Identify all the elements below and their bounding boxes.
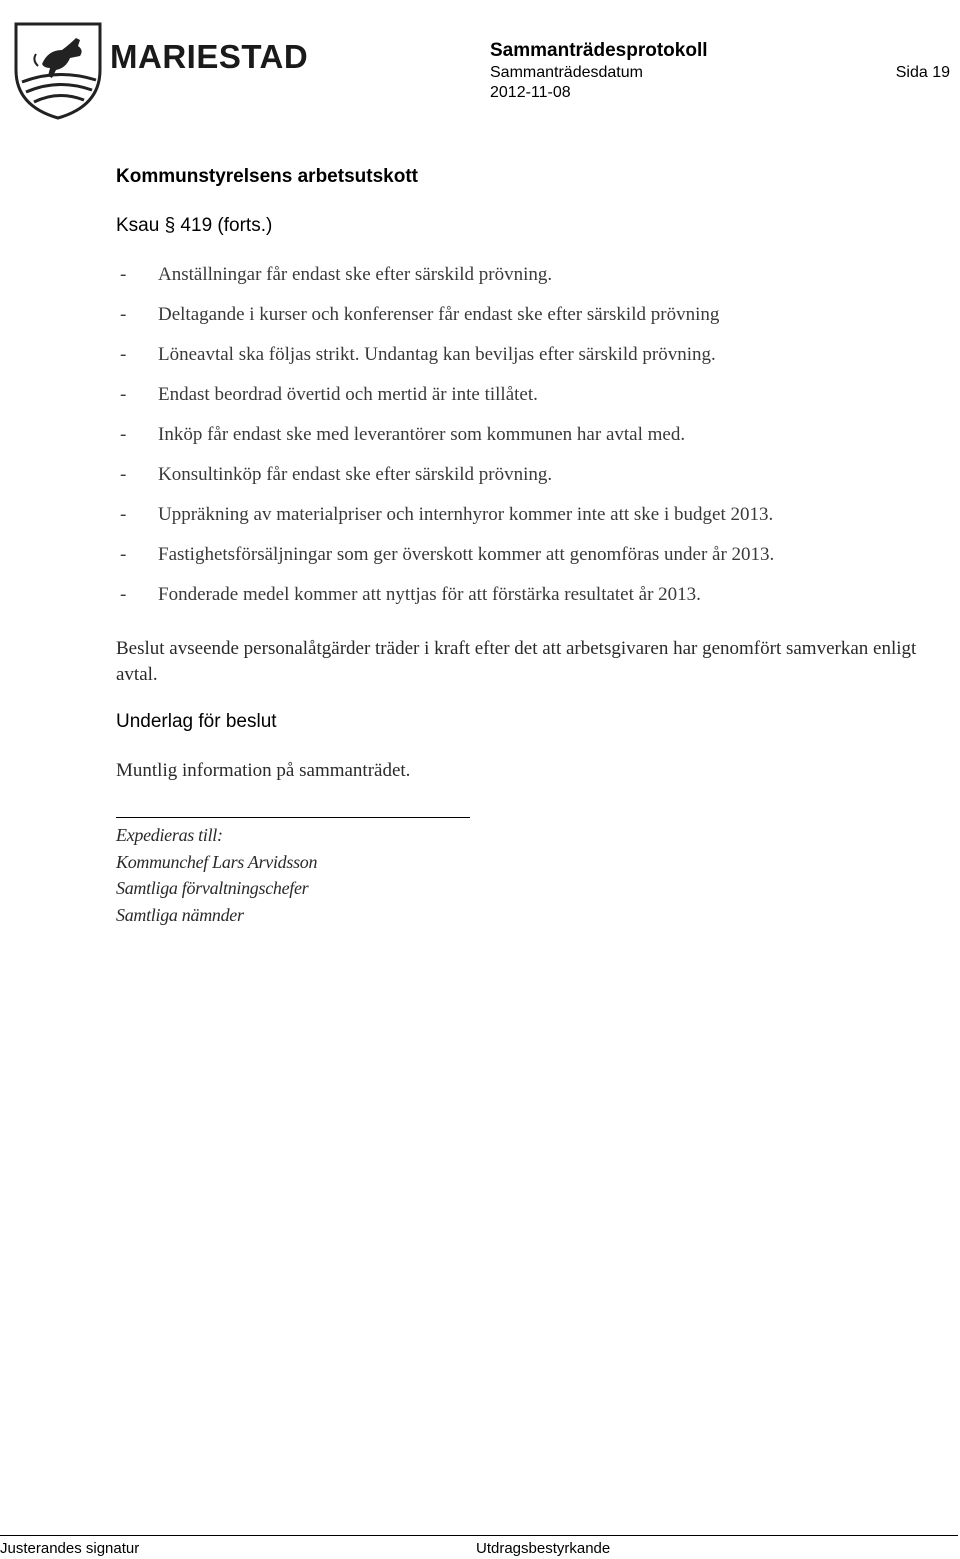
list-item: - Löneavtal ska följas strikt. Undantag kan beviljas efter särskild prövning. — [120, 344, 716, 365]
list-item-text: Fonderade medel kommer att nyttjas för att förstärka resultatet år 2013. — [158, 584, 701, 605]
list-item-text: Konsultinköp får endast ske efter särskild prövning. — [158, 464, 553, 485]
page-number: Sida 19 — [895, 64, 950, 81]
list-item: - Anställningar får endast ske efter särskild prövning. — [120, 264, 553, 285]
footer-signature-label: Justerandes signatur — [0, 1540, 140, 1557]
basis-text: Muntlig information på sammanträdet. — [116, 760, 411, 781]
document-title: Sammanträdesprotokoll — [490, 40, 708, 61]
basis-heading: Underlag för beslut — [116, 711, 277, 732]
distribution-item: Samtliga förvaltningschefer — [116, 878, 309, 898]
measures-list — [120, 262, 774, 622]
decision-paragraph: Beslut avseende personalåtgärder träder i kraft efter det att arbetsgivaren har genomfört samverkan enligt avtal. — [116, 638, 917, 685]
list-item: - Uppräkning av materialpriser och internhyror kommer inte att ske i budget 2013. — [120, 504, 774, 525]
list-item-text: Anställningar får endast ske efter särskild prövning. — [158, 264, 553, 285]
list-item: - Endast beordrad övertid och mertid är inte tillåtet. — [120, 384, 538, 405]
logo-text: MARIESTAD — [110, 38, 309, 75]
meeting-date: 2012-11-08 — [490, 84, 571, 101]
footer-divider — [0, 1535, 958, 1536]
list-item-text: Endast beordrad övertid och mertid är inte tillåtet. — [158, 384, 538, 405]
list-item-text: Löneavtal ska följas strikt. Undantag kan beviljas efter särskild prövning. — [158, 344, 716, 365]
meeting-date-label: Sammanträdesdatum — [490, 64, 643, 81]
list-item-text: Uppräkning av materialpriser och internhyror kommer inte att ske i budget 2013. — [158, 504, 774, 525]
list-item-text: Deltagande i kurser och konferenser får endast ske efter särskild prövning — [158, 304, 720, 325]
paragraph-id: Ksau § 419 (forts.) — [116, 215, 273, 236]
footer-certification-label: Utdragsbestyrkande — [476, 1540, 611, 1557]
section-heading: Kommunstyrelsens arbetsutskott — [116, 166, 418, 187]
list-item: - Fastighetsförsäljningar som ger överskott kommer att genomföras under år 2013. — [120, 544, 775, 565]
list-item: - Deltagande i kurser och konferenser får endast ske efter särskild prövning — [120, 304, 720, 325]
list-item: - Konsultinköp får endast ske efter särskild prövning. — [120, 464, 553, 485]
divider — [116, 817, 470, 818]
distribution-list — [116, 822, 317, 928]
list-item-text: Fastighetsförsäljningar som ger överskott kommer att genomföras under år 2013. — [158, 544, 775, 565]
mariestad-coat-of-arms-logo — [8, 20, 108, 120]
list-item-text: Inköp får endast ske med leverantörer som kommunen har avtal med. — [158, 424, 686, 445]
list-item: - Inköp får endast ske med leverantörer som kommunen har avtal med. — [120, 424, 686, 445]
distribution-item: Samtliga nämnder — [116, 904, 244, 925]
list-item: - Fonderade medel kommer att nyttjas för att förstärka resultatet år 2013. — [120, 584, 701, 605]
distribution-item: Kommunchef Lars Arvidsson — [116, 851, 318, 872]
distribution-heading: Expedieras till: — [116, 825, 223, 845]
